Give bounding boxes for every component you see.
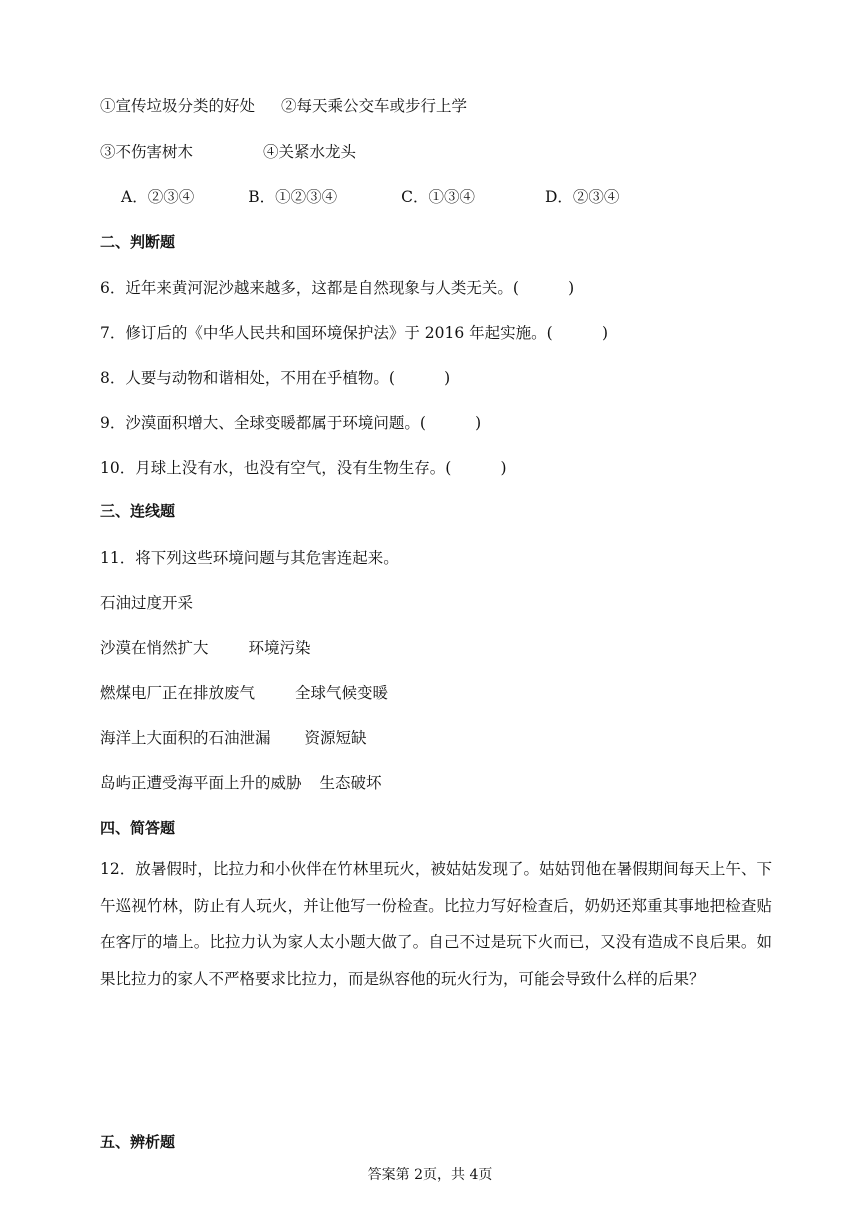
match-right-1: 环境污染 xyxy=(248,639,311,657)
q11: 11．将下列这些环境问题与其危害连起来。 xyxy=(100,549,399,567)
section4-title: 四、简答题 xyxy=(100,819,176,837)
match-row-2 xyxy=(100,636,311,658)
q12: 12．放暑假时，比拉力和小伙伴在竹林里玩火，被姑姑发现了。姑姑罚他在暑假期间每天上午、下午巡视竹林，防止有人玩火，并让他写一份检查。比拉力写好检查后，奶奶还郑重其事地把检查贴在客厅的墙上。比拉力认为家人太小题大做了。自己不过是玩下火而已，又没有造成不良后果。如果比拉力的家人不严格要求比拉力，而是纵容他的玩火行为，可能会导致什么样的后果？ xyxy=(100,860,772,988)
match-row-3 xyxy=(100,681,388,703)
q5-option-d: D．②③④ xyxy=(544,188,620,206)
q5-option-c: C．①③④ xyxy=(401,188,475,206)
q5-item-4: ④关紧水龙头 xyxy=(263,143,357,161)
q5-item-2: ②每天乘公交车或步行上学 xyxy=(281,97,468,115)
q7: 7．修订后的《中华人民共和国环境保护法》于 2016 年起实施。( ) xyxy=(100,324,609,342)
section3-title: 三、连线题 xyxy=(100,502,176,520)
match-row-4 xyxy=(100,726,367,748)
match-left-2: 沙漠在悄然扩大 xyxy=(100,639,209,657)
q8: 8．人要与动物和谐相处，不用在乎植物。( ) xyxy=(100,369,451,387)
q5-line-2 xyxy=(100,140,356,162)
section5-title: 五、辨析题 xyxy=(100,1133,176,1151)
match-left-5: 岛屿正遭受海平面上升的威胁 xyxy=(100,774,302,792)
page-footer: 答案第 2页，共 4页 xyxy=(367,1167,493,1183)
q5-option-a: A．②③④ xyxy=(121,188,195,206)
q6: 6．近年来黄河泥沙越来越多，这都是自然现象与人类无关。( ) xyxy=(100,279,575,297)
section2-title: 二、判断题 xyxy=(100,233,176,251)
q5-item-3: ③不伤害树木 xyxy=(100,143,194,161)
match-right-3: 资源短缺 xyxy=(304,729,367,747)
q5-option-b: B．①②③④ xyxy=(248,188,338,206)
match-row-1 xyxy=(100,591,193,613)
q5-line-1 xyxy=(100,94,467,116)
q5-item-1: ①宣传垃圾分类的好处 xyxy=(100,97,256,115)
match-left-3: 燃煤电厂正在排放废气 xyxy=(100,684,256,702)
match-right-4: 生态破坏 xyxy=(319,774,382,792)
match-left-1: 石油过度开采 xyxy=(100,594,194,612)
q5-options xyxy=(121,185,619,207)
q9: 9．沙漠面积增大、全球变暖都属于环境问题。( ) xyxy=(100,414,482,432)
match-row-5 xyxy=(100,771,382,793)
match-right-2: 全球气候变暖 xyxy=(295,684,389,702)
q10: 10．月球上没有水，也没有空气，没有生物生存。( ) xyxy=(100,459,507,477)
match-left-4: 海洋上大面积的石油泄漏 xyxy=(100,729,271,747)
